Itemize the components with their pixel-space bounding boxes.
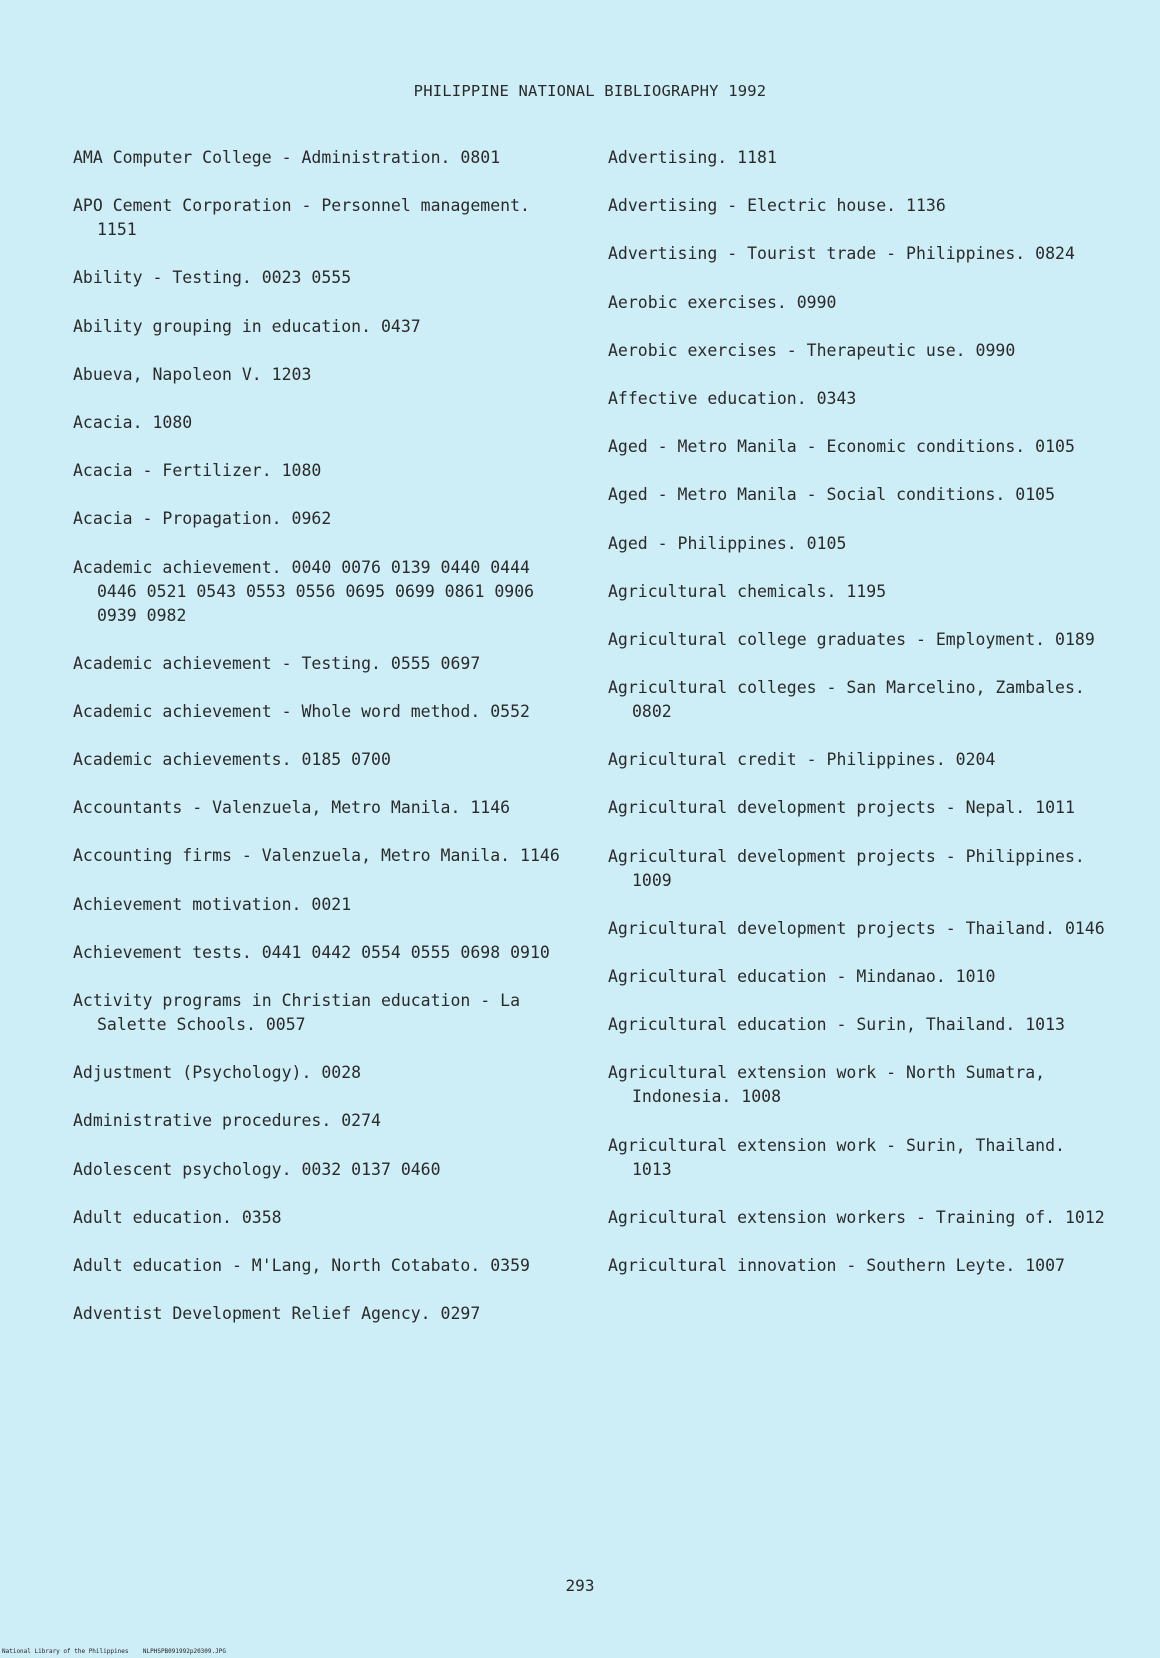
index-entry: APO Cement Corporation - Personnel management. 1151 xyxy=(73,196,530,240)
index-entry: Achievement tests. 0441 0442 0554 0555 0698 0910 xyxy=(73,942,550,962)
index-entry: Agricultural development projects - Philippines. 1009 xyxy=(608,846,1085,890)
index-entry: Academic achievement - Whole word method. 0552 xyxy=(73,701,530,721)
index-entry: Agricultural extension workers - Training of. 1012 xyxy=(608,1207,1105,1227)
index-entry: Ability - Testing. 0023 0555 xyxy=(73,268,352,288)
index-entry: Academic achievement. 0040 0076 0139 0440 0444 0446 0521 0543 0553 0556 0695 0699 0861 0906 0939 0982 xyxy=(73,557,535,625)
index-entry: Agricultural extension work - Surin, Thailand. 1013 xyxy=(608,1135,1065,1179)
index-entry: Adolescent psychology. 0032 0137 0460 xyxy=(73,1159,441,1179)
index-entry: Abueva, Napoleon V. 1203 xyxy=(73,364,312,384)
index-entry: Advertising - Tourist trade - Philippines. 0824 xyxy=(608,244,1075,264)
index-entry: Agricultural education - Mindanao. 1010 xyxy=(608,967,996,986)
left-column xyxy=(73,146,573,1350)
index-entry: Aged - Philippines. 0105 xyxy=(608,533,847,553)
scan-footer: National Library of the Philippines NLPHSPB091992p20309.JPG xyxy=(2,1648,226,1655)
index-entry: Acacia. 1080 xyxy=(73,412,193,432)
index-entry: Aerobic exercises - Therapeutic use. 0990 xyxy=(608,340,1016,360)
index-entry: Accounting firms - Valenzuela, Metro Manila. 1146 xyxy=(73,846,560,866)
index-entry: Agricultural college graduates - Employment. 0189 xyxy=(608,629,1095,649)
index-entry: Acacia - Propagation. 0962 xyxy=(73,509,332,529)
page-title: PHILIPPINE NATIONAL BIBLIOGRAPHY 1992 xyxy=(413,82,767,100)
index-entry: Achievement motivation. 0021 xyxy=(73,894,352,914)
index-entry: Affective education. 0343 xyxy=(608,388,857,408)
index-entry: Aerobic exercises. 0990 xyxy=(608,292,837,312)
right-column xyxy=(608,146,1108,1302)
index-entry: Agricultural credit - Philippines. 0204 xyxy=(608,750,996,770)
index-entry: Agricultural development projects - Nepal. 1011 xyxy=(608,798,1075,818)
index-entry: Adjustment (Psychology). 0028 xyxy=(73,1063,362,1083)
page-number: 293 xyxy=(565,1576,595,1595)
index-entry: Administrative procedures. 0274 xyxy=(73,1111,381,1131)
index-entry: Agricultural extension work - North Sumatra, Indonesia. 1008 xyxy=(608,1063,1046,1107)
index-entry: Activity programs in Christian education - La Salette Schools. 0057 xyxy=(73,991,521,1034)
index-entry: Advertising - Electric house. 1136 xyxy=(608,196,946,216)
index-entry: Academic achievements. 0185 0700 xyxy=(73,750,391,770)
index-entry: Adult education. 0358 xyxy=(73,1207,282,1227)
index-entry: Adventist Development Relief Agency. 0297 xyxy=(73,1304,481,1324)
index-entry: Agricultural development projects - Thailand. 0146 xyxy=(608,918,1105,938)
index-entry: Agricultural innovation - Southern Leyte. 1007 xyxy=(608,1255,1065,1275)
index-entry: Agricultural chemicals. 1195 xyxy=(608,581,887,601)
index-entry: Aged - Metro Manila - Social conditions. 0105 xyxy=(608,485,1056,505)
index-entry: Aged - Metro Manila - Economic conditions. 0105 xyxy=(608,437,1075,457)
index-entry: Accountants - Valenzuela, Metro Manila. 1146 xyxy=(73,798,511,818)
index-entry: Agricultural education - Surin, Thailand. 1013 xyxy=(608,1015,1065,1035)
index-entry: Academic achievement - Testing. 0555 0697 xyxy=(73,653,481,673)
index-entry: Acacia - Fertilizer. 1080 xyxy=(73,461,322,481)
index-entry: Advertising. 1181 xyxy=(608,148,777,167)
index-entry: AMA Computer College - Administration. 0801 xyxy=(73,148,501,167)
index-entry: Adult education - M'Lang, North Cotabato. 0359 xyxy=(73,1255,530,1275)
index-entry: Ability grouping in education. 0437 xyxy=(73,316,421,336)
index-entry: Agricultural colleges - San Marcelino, Zambales. 0802 xyxy=(608,678,1085,722)
